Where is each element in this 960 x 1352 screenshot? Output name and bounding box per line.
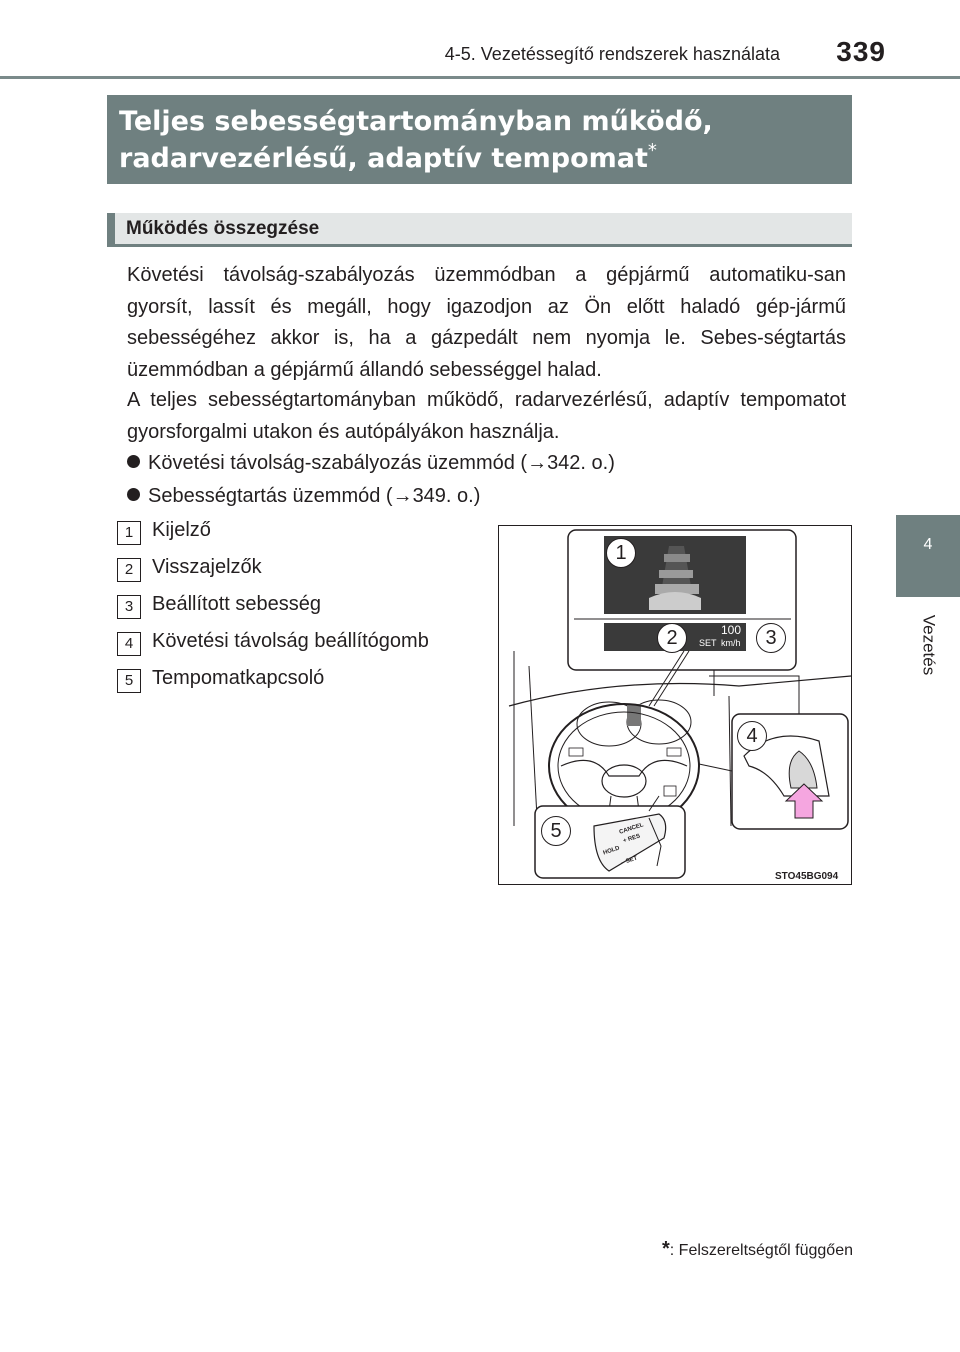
- lever-label-hold: HOLD: [602, 845, 621, 857]
- section-title-line1: Teljes sebességtartományban működő,: [119, 106, 713, 137]
- lever-label-set: – SET: [620, 855, 639, 867]
- footnote: [620, 1238, 853, 1261]
- display-speed: 100: [721, 623, 742, 637]
- header-rule: [0, 76, 960, 79]
- bullet-dot: [127, 488, 140, 501]
- figure-callout-1: 1: [606, 538, 636, 568]
- section-title: [107, 95, 852, 184]
- figure-code: STO45BG094: [775, 871, 839, 882]
- figure-callout-4: 4: [737, 721, 767, 751]
- lever-label-res: + RES: [622, 833, 642, 845]
- item-number: 2: [117, 558, 141, 582]
- item-number: 4: [117, 632, 141, 656]
- item-number: 1: [117, 521, 141, 545]
- bullet-dot: [127, 455, 140, 468]
- bullet-following-mode: [127, 448, 615, 478]
- cockpit-illustration: [498, 525, 852, 885]
- chapter-tab: [896, 515, 960, 597]
- lever-label-cancel: CANCEL: [618, 822, 645, 836]
- figure-callout-2: 2: [657, 623, 687, 653]
- subsection-title: Működés összegzése: [126, 218, 320, 239]
- section-title-line2: [119, 140, 842, 177]
- item-number: 5: [117, 669, 141, 693]
- arrow-icon: →: [527, 452, 548, 474]
- bullet-text: Sebességtartás üzemmód (: [148, 485, 393, 507]
- figure-callout-3: 3: [756, 623, 786, 653]
- running-header: 4-5. Vezetéssegítő rendszerek használata: [444, 44, 780, 64]
- item-number: 3: [117, 595, 141, 619]
- display-set-label: SET: [699, 638, 717, 648]
- bullet-constant-speed-mode: [127, 481, 480, 511]
- chapter-label: [898, 600, 958, 690]
- item-label: Beállított sebesség: [152, 593, 321, 615]
- bullet-text: Követési távolság-szabályozás üzemmód (: [148, 452, 528, 474]
- item-label: Követési távolság beállítógomb: [152, 630, 429, 652]
- chapter-label-text: Vezetés: [919, 614, 938, 676]
- arrow-icon: →: [392, 485, 413, 507]
- section-title-line2-text: radarvezérlésű, adaptív tempomat: [119, 143, 648, 174]
- usage-paragraph: A teljes sebességtartományban működő, radarvezérlésű, adaptív tempomatot gyorsforgalmi utakon és autópályákon használja.: [127, 389, 846, 443]
- item-label: Tempomatkapcsoló: [152, 667, 325, 689]
- page-reference-link[interactable]: 349. o.): [412, 485, 481, 507]
- subsection-header: [107, 213, 852, 247]
- item-label: Kijelző: [152, 519, 211, 541]
- footnote-text: : Felszereltségtől függően: [669, 1242, 853, 1259]
- page-number: 339: [836, 36, 886, 67]
- page-reference-link[interactable]: 342. o.): [547, 452, 615, 474]
- figure-callout-5: 5: [541, 816, 571, 846]
- item-label: Visszajelzők: [152, 556, 262, 578]
- chapter-number: 4: [923, 536, 933, 553]
- footnote-star-icon: *: [661, 1238, 670, 1260]
- equipment-mark: *: [647, 140, 657, 161]
- intro-paragraph: Követési távolság-szabályozás üzemmódban a gépjármű automatiku-san gyorsít, lassít és megáll, hogy igazodjon az Ön előtt haladó gép-jármű sebességéhez akkor is, ha a gázpedált nem nyomja le. Sebes-ségtartás üzemmódban a gépjármű állandó sebességgel halad.: [127, 264, 846, 381]
- subsection-accent: [107, 213, 115, 244]
- display-unit: km/h: [721, 638, 741, 648]
